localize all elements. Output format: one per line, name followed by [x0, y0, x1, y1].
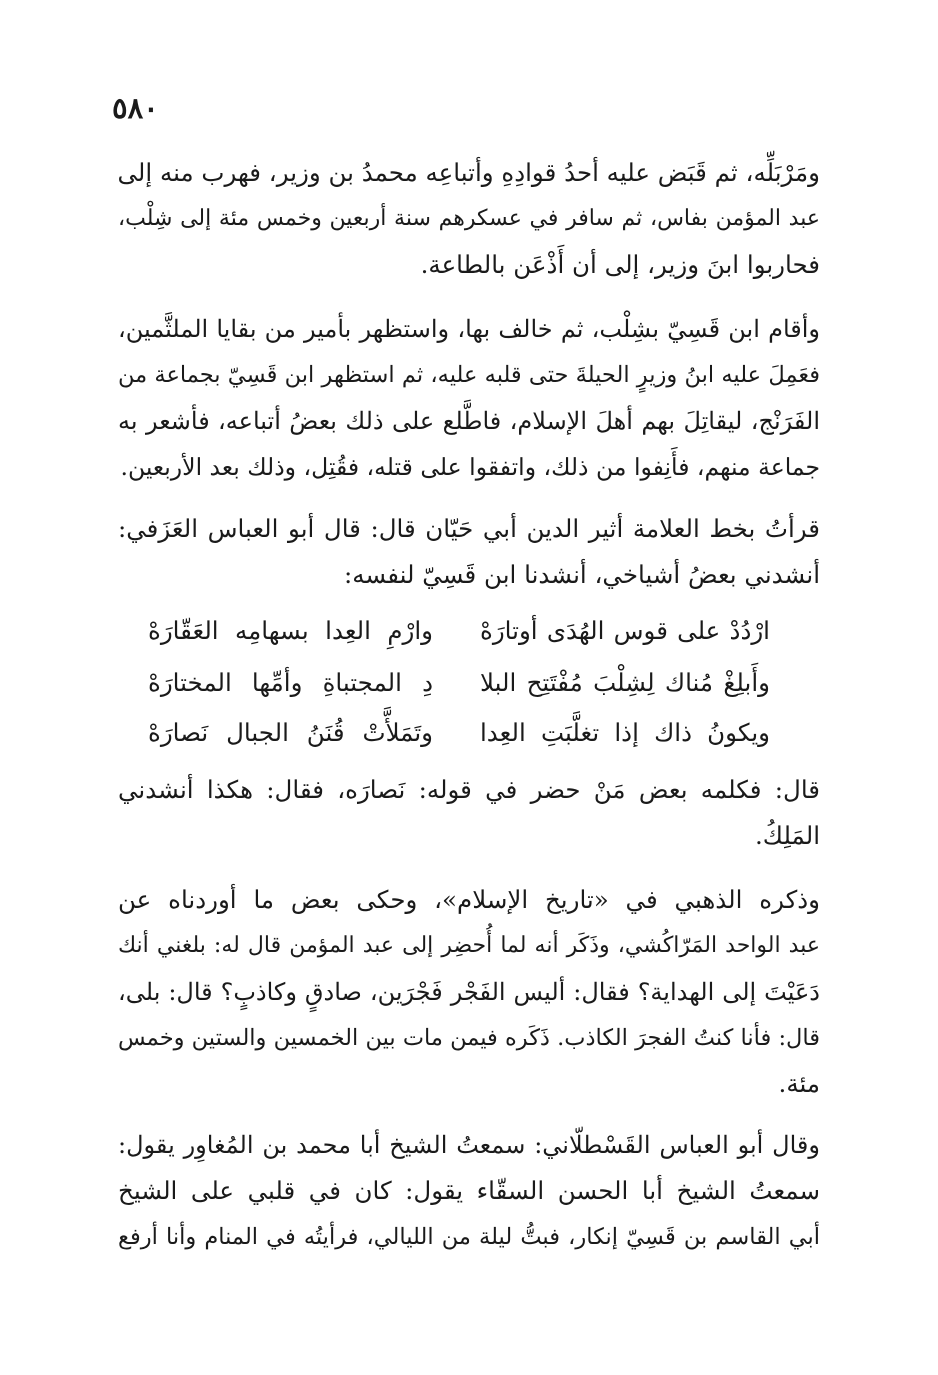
verse-first-hemistich: ويكونُ ذاك إذا تغلَّبَتِ العِدا — [480, 718, 770, 747]
page-number: ٥٨٠ — [112, 91, 159, 125]
paragraph-line: ومَرْبَلِّه، ثم قَبَض عليه أحدُ قوادِهِ وأتباعِه محمدُ بن وزير، فهرب منه إلى — [117, 158, 820, 187]
paragraph-line: الفَرَنْج، ليقاتِلَ بهم أهلَ الإسلام، فاطَّلع على ذلك بعضُ أتباعه، فأشعر به — [118, 407, 820, 435]
paragraph-line: أبي القاسم بن قَسِيّ إنكار، فبتُّ ليلة من الليالي، فرأيتُه في المنام وأنا أرفع — [118, 1224, 820, 1250]
paragraph-line: أنشدني بعضُ أشياخي، أنشدنا ابن قَسِيّ لنفسه: — [343, 560, 820, 589]
paragraph-line: قال: فكلمه بعض مَنْ حضر في قوله: نَصارَه، فقال: هكذا أنشدني — [118, 775, 820, 804]
paragraph-line: وأقام ابن قَسِيّ بشِلْب، ثم خالف بها، واستظهر بأمير من بقايا الملثَّمين، — [118, 315, 820, 343]
paragraph-line: وقال أبو العباس القَسْطلّاني: سمعتُ الشيخ أبا محمد بن المُغاوِر يقول: — [118, 1131, 820, 1159]
paragraph-line: عبد المؤمن بفاس، ثم سافر في عسكرهم سنة أربعين وخمس مئة إلى شِلْب، — [118, 206, 820, 231]
verse-second-hemistich: دِ المجتباةِ وأمِّها المختارَهْ — [148, 668, 433, 697]
paragraph-line: وذكره الذهبي في «تاريخ الإسلام»، وحكى بعض ما أوردناه عن — [118, 885, 820, 914]
verse-second-hemistich: وتَمَلأَّتْ قُنَنُ الجبال نَصارَهْ — [148, 718, 433, 747]
poem-verse — [148, 608, 770, 654]
paragraph-line: فحاربوا ابنَ وزير، إلى أن أَذْعَن بالطاعة. — [420, 250, 820, 279]
paragraph-line: عبد الواحد المَرّاكُشي، وذَكَر أنه لما أُحضِر إلى عبد المؤمن قال له: بلغني أنك — [118, 933, 820, 958]
verse-first-hemistich: وأَبلِغْ مُناك لِشِلْبَ مُفْتَتِح البلا — [480, 668, 770, 697]
poem-verse — [148, 710, 770, 756]
paragraph-line: مئة. — [778, 1069, 820, 1098]
paragraph-line: قرأتُ بخط العلامة أثير الدين أبي حَيّان قال: قال أبو العباس العَزَفي: — [118, 514, 820, 543]
paragraph-line: قال: فأنا كنتُ الفجرَ الكاذب. ذَكَره فيمن مات بين الخمسين والستين وخمس — [118, 1025, 820, 1051]
paragraph-line: فعَمِلَ عليه ابنُ وزيرٍ الحيلةَ حتى قلبه عليه، ثم استظهر ابن قَسِيّ بجماعة من — [118, 362, 820, 388]
paragraph-line: جماعة منهم، فأَنِفوا من ذلك، واتفقوا على قتله، فقُتِل، وذلك بعد الأربعين. — [120, 453, 820, 481]
paragraph-line: المَلِكُ. — [755, 821, 820, 850]
paragraph-line: دَعَيْتَ إلى الهداية؟ فقال: أليس الفَجْر فَجْرَين، صادقٍ وكاذبٍ؟ قال: بلى، — [118, 978, 820, 1006]
verse-first-hemistich: ارْدُدْ على قوس الهُدَى أوتارَهْ — [480, 616, 770, 645]
verse-second-hemistich: وارْمِ العِدا بسهامِه العَقّارَهْ — [148, 616, 433, 645]
paragraph-line: سمعتُ الشيخ أبا الحسن السقّاء يقول: كان في قلبي على الشيخ — [118, 1176, 820, 1205]
poem-verse — [148, 660, 770, 706]
